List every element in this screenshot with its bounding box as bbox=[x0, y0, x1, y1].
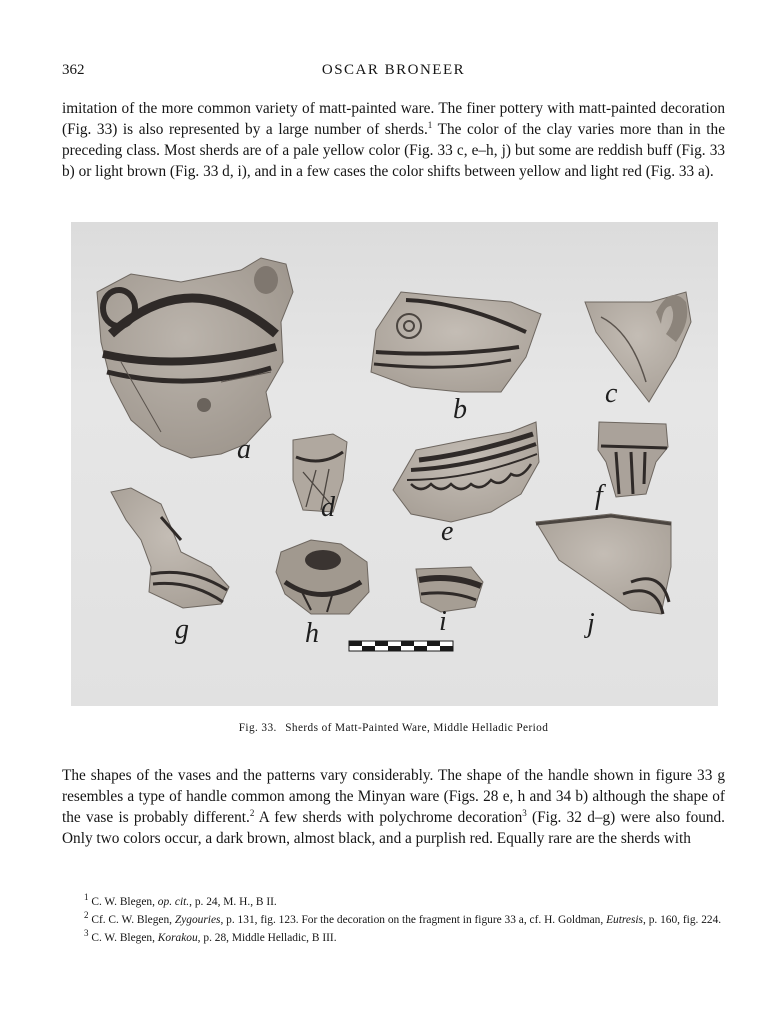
running-head: OSCAR BRONEER bbox=[321, 62, 466, 78]
footnote-2-italic-2: Eutresis bbox=[606, 914, 643, 926]
label-i: i bbox=[439, 606, 447, 637]
footnote-2-mark: 2 bbox=[84, 910, 89, 921]
sherd-g bbox=[111, 488, 229, 608]
sherd-b bbox=[371, 292, 541, 392]
scale-bar bbox=[349, 641, 453, 651]
paragraph-2 bbox=[62, 765, 725, 849]
footnote-ref-1[interactable]: 1 bbox=[427, 119, 433, 130]
footnotes bbox=[62, 893, 725, 947]
sherd-f bbox=[598, 422, 668, 497]
footnote-ref-3[interactable]: 3 bbox=[522, 807, 527, 818]
footnote-ref-2[interactable]: 2 bbox=[249, 807, 255, 818]
label-e: e bbox=[441, 516, 454, 547]
footnote-3-text-end: , p. 28, Middle Helladic, B III. bbox=[197, 932, 337, 944]
paragraph-1 bbox=[62, 98, 725, 182]
paragraph-1-text-a: imitation of the more common variety of matt-painted ware. The finer pottery with matt-painted decoration (Fig. 33) is also represented by a large number of sherds. bbox=[62, 100, 725, 138]
footnote-2-italic: Zygouries bbox=[174, 914, 221, 926]
paragraph-1-text-b: The color of the clay varies more than in the preceding class. Most sherds are of a pale yellow color (Fig. 33 c, e–h, j) but some are reddish buff (Fig. 33 b) or light brown (Fig. 33 d, i), and in a few cases the color shifts between yellow and light red (Fig. 33 a). bbox=[62, 121, 725, 180]
label-g: g bbox=[175, 614, 189, 645]
label-j: j bbox=[587, 608, 595, 639]
sherd-a bbox=[97, 258, 293, 458]
footnote-3-text: C. W. Blegen, bbox=[88, 932, 158, 944]
footnote-2-text: Cf. C. W. Blegen, bbox=[88, 914, 175, 926]
paragraph-2-text-a: The shapes of the vases and the patterns vary considerably. The shape of the handle shown in figure 33 g resembles a type of handle common among the Minyan ware (Figs. 28 e, h and 34 b) although the shape of the vase is probably different. bbox=[62, 767, 725, 826]
label-d: d bbox=[321, 492, 335, 523]
label-h: h bbox=[305, 618, 319, 649]
footnote-2 bbox=[62, 911, 725, 929]
page-number: 362 bbox=[62, 62, 85, 78]
label-a: a bbox=[237, 434, 251, 465]
sherd-d bbox=[293, 434, 347, 512]
sherd-h bbox=[276, 540, 369, 614]
figure-caption-label: Fig. 33. bbox=[238, 722, 277, 734]
footnote-1-text: C. W. Blegen, bbox=[88, 896, 158, 908]
paragraph-2-text-b: A few sherds with polychrome decoration bbox=[254, 809, 523, 826]
footnote-1-mark: 1 bbox=[84, 892, 89, 903]
footnote-2-text-end: , p. 160, fig. 224. bbox=[643, 914, 722, 926]
sherd-c bbox=[585, 292, 691, 402]
page-header bbox=[62, 62, 725, 84]
label-b: b bbox=[453, 394, 467, 425]
figure-33-photograph bbox=[71, 222, 718, 706]
sherd-i bbox=[416, 567, 483, 612]
footnote-2-text-mid: , p. 131, fig. 123. For the decoration on the fragment in figure 33 a, cf. H. Goldman, bbox=[220, 914, 607, 926]
label-c: c bbox=[605, 378, 618, 409]
footnote-3-italic: Korakou bbox=[157, 932, 198, 944]
figure-caption-text: Sherds of Matt-Painted Ware, Middle Helladic Period bbox=[285, 722, 549, 734]
footnote-1 bbox=[62, 893, 725, 911]
sherd-j bbox=[536, 514, 671, 614]
footnote-1-text-end: , p. 24, M. H., B II. bbox=[189, 896, 277, 908]
footnote-1-italic: op. cit. bbox=[157, 896, 190, 908]
sherd-e bbox=[393, 422, 539, 522]
label-f: f bbox=[595, 480, 603, 511]
footnote-3 bbox=[62, 929, 725, 947]
figure-caption bbox=[62, 722, 725, 734]
paragraph-2-text-c: (Fig. 32 d–g) were also found. Only two colors occur, a dark brown, almost black, and a purplish red. Equally rare are the sherds with bbox=[62, 809, 725, 847]
footnote-3-mark: 3 bbox=[84, 928, 89, 939]
